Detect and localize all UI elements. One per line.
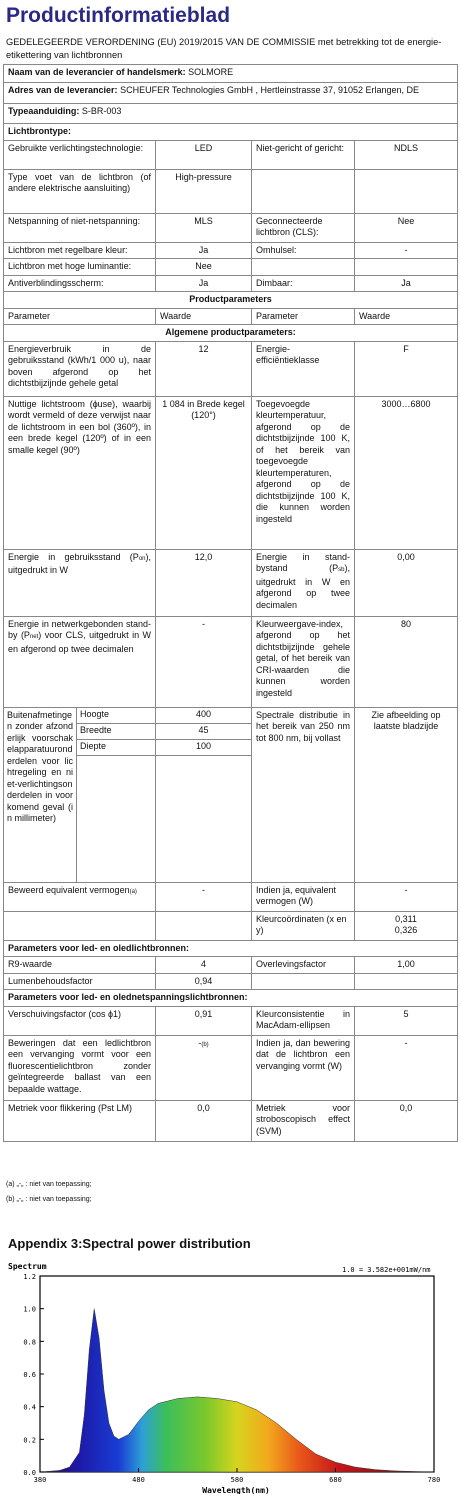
dimensions-cell: [4, 707, 156, 882]
lamp-param-label: Niet-gericht of gericht:: [252, 140, 355, 169]
chromaticity-label: Kleurcoördinaten (x en y): [252, 911, 355, 940]
flicker-value: 0,0: [156, 1100, 252, 1141]
dimension-value: 100: [156, 740, 251, 756]
param-row-energy: [4, 341, 458, 396]
equivalent-power-value: -: [156, 882, 252, 911]
general-params-heading-row: [4, 325, 458, 342]
stroboscopic-value: 0,0: [355, 1100, 458, 1141]
power-on-label: [4, 549, 156, 616]
regulation-text: GEDELEGEERDE VERORDENING (EU) 2019/2015 VAN DE COMMISSIE met betrekking tot de energie-etikettering van lichtbronnen: [6, 37, 442, 60]
x-tick-label: 780: [427, 1476, 441, 1484]
scale-annotation: 1.0 = 3.582e+001mW/nm: [342, 1266, 431, 1274]
lamp-param-value: High-pressure: [156, 169, 252, 213]
lamp-param-value: LED: [156, 140, 252, 169]
cri-value: 80: [355, 616, 458, 707]
supplier-address-label: Adres van de leverancier:: [8, 85, 118, 95]
lamp-type-row: [4, 259, 458, 276]
column-header-value: Waarde: [156, 308, 252, 325]
chromaticity-x: 0,311: [395, 913, 417, 924]
y-tick-label: 1.2: [23, 1273, 36, 1281]
dimension-name: Diepte: [77, 740, 155, 756]
lamp-param-value: Nee: [156, 259, 252, 276]
displacement-value: 0,91: [156, 1006, 252, 1035]
footnote-text: „-„ : niet van toepassing;: [16, 1196, 92, 1203]
y-tick-label: 1.0: [23, 1305, 36, 1314]
appendix-title: Appendix 3:Spectral power distribution: [8, 1236, 251, 1251]
type-row: [4, 104, 458, 124]
lumen-maintenance-value: 0,94: [156, 973, 252, 990]
column-header-parameter: Parameter: [4, 308, 156, 325]
lamp-param-value: [355, 259, 458, 276]
param-row-r9: [4, 957, 458, 974]
spectral-value: Zie afbeelding op laatste bladzijde: [355, 707, 458, 882]
lamp-param-value: Ja: [156, 275, 252, 292]
replacement-yes-value: -: [355, 1035, 458, 1100]
lamp-param-label: Gebruikte verlichtingstechnologie:: [4, 140, 156, 169]
colour-consistency-value: 5: [355, 1006, 458, 1035]
type-label: Typeaanduiding:: [8, 106, 80, 116]
lamp-type-row: [4, 275, 458, 292]
footnote-mark: (b): [6, 1196, 15, 1203]
survival-label: Overlevingsfactor: [252, 957, 355, 974]
product-params-heading: Productparameters: [4, 292, 458, 309]
x-tick-label: 580: [230, 1476, 244, 1484]
standby-label: [252, 549, 355, 616]
lamp-param-value: Ja: [156, 242, 252, 259]
replacement-yes-label: Indien ja, dan bewering dat de lichtbron een vervanging vormt (W): [252, 1035, 355, 1100]
param-row-equivalent-power: [4, 882, 458, 911]
type-value: S-BR-003: [81, 106, 122, 116]
lamp-param-label: Antiverblindingsscherm:: [4, 275, 156, 292]
param-row-chromaticity: [4, 911, 458, 940]
lamp-type-heading-row: [4, 124, 458, 141]
mains-params-heading: Parameters voor led- en olednetspanningslichtbronnen:: [4, 990, 458, 1007]
flux-label: Nuttige lichtstroom (ɸuse), waarbij wordt vermeld of deze verwijst naar de lichtstroom in een bol (360º), in een brede kegel (120º) of in een smalle kegel (90º): [4, 396, 156, 549]
lamp-param-value: Nee: [355, 213, 458, 242]
y-tick-label: 0.8: [23, 1338, 36, 1347]
lamp-param-label: Netspanning of niet-netspanning:: [4, 213, 156, 242]
r9-label: R9-waarde: [4, 957, 156, 974]
y-tick-label: 0.2: [23, 1436, 36, 1445]
param-row-lumen: [4, 973, 458, 990]
footnote-a: [6, 1181, 92, 1188]
product-table: [3, 64, 458, 1142]
param-row-flicker: [4, 1100, 458, 1141]
equivalent-power-label: [4, 882, 156, 911]
power-on-label-text: Energie in gebruiksstand (P: [8, 551, 139, 562]
page-title: Productinformatieblad: [6, 4, 231, 27]
footnote-marker-b: (b): [201, 1041, 209, 1048]
lamp-param-value: [355, 169, 458, 213]
network-standby-value: -: [156, 616, 252, 707]
lamp-param-value: Ja: [355, 275, 458, 292]
lamp-param-value: MLS: [156, 213, 252, 242]
survival-value: 1,00: [355, 957, 458, 974]
empty-cell: [252, 973, 355, 990]
energy-class-label: Energie-efficiëntieklasse: [252, 341, 355, 396]
lamp-param-label: Lichtbron met hoge luminantie:: [4, 259, 156, 276]
dimension-values-cell: [156, 707, 252, 882]
supplier-name-value: SOLMORE: [188, 67, 234, 77]
y-axis-label: Spectrum: [8, 1262, 47, 1271]
supplier-address-row: [4, 83, 458, 104]
lamp-type-row: [4, 242, 458, 259]
colour-consistency-label: Kleurconsistentie in MacAdam-ellipsen: [252, 1006, 355, 1035]
empty-cell: [4, 911, 156, 940]
x-tick-label: 680: [329, 1476, 342, 1484]
energy-use-value: 12: [156, 341, 252, 396]
dimension-name: Hoogte: [77, 708, 155, 724]
supplier-name-row: [4, 65, 458, 83]
product-params-heading-row: [4, 292, 458, 309]
y-tick-label: 0.0: [23, 1469, 36, 1477]
lamp-param-label: [252, 259, 355, 276]
mains-params-heading-row: [4, 990, 458, 1007]
param-row-power: [4, 549, 458, 616]
footnote-b: [6, 1196, 92, 1203]
standby-value: 0,00: [355, 549, 458, 616]
column-header-value: Waarde: [355, 308, 458, 325]
dimensions-label: Buitenafmetingen zonder afzonderlijk voorschakelapparatuuronderdelen voor lichtregeling en niet-verlichtingsonderdelen in voorkomend geval (in millimeter): [7, 709, 73, 823]
chromaticity-value: [355, 911, 458, 940]
equivalent-power-label-text: Beweerd equivalent vermogen: [8, 884, 130, 895]
lamp-param-label: Type voet van de lichtbron (of andere elektrische aansluiting): [4, 169, 156, 213]
param-row-dimensions: [4, 707, 458, 882]
lamp-param-label: Lichtbron met regelbare kleur:: [4, 242, 156, 259]
x-axis-label: Wavelength(nm): [202, 1486, 270, 1494]
empty-cell: [355, 973, 458, 990]
cct-label: Toegevoegde kleurtemperatuur, afgerond op de dichtstbijzijnde 100 K, of het bereik van toegevoegde kleurtemperaturen, afgerond op de dichtstbijzijnde 100 K, die kunnen worden ingesteld: [252, 396, 355, 549]
displacement-label: Verschuivingsfactor (cos ɸ1): [4, 1006, 156, 1035]
network-standby-label-text: ) voor CLS, uitgedrukt in W en afgerond op twee decimalen: [8, 630, 151, 654]
power-on-subscript: on: [138, 555, 146, 562]
equivalent-watt-value: -: [355, 882, 458, 911]
network-standby-subscript: net: [29, 634, 39, 640]
dimension-value: 400: [156, 708, 251, 724]
x-tick-label: 380: [33, 1476, 47, 1484]
cri-label: Kleurweergave-index, afgerond op het dichtstbijzijnde gehele getal, of het bereik van CRI-waarden die kunnen worden ingesteld: [252, 616, 355, 707]
dimension-value: 45: [156, 724, 251, 740]
footnote-mark: (a): [6, 1181, 15, 1188]
lumen-maintenance-label: Lumenbehoudsfactor: [4, 973, 156, 990]
spectrum-chart: [6, 1260, 456, 1494]
y-tick-label: 0.4: [23, 1403, 36, 1412]
replacement-claim-value: [156, 1035, 252, 1100]
footnote-text: „-„ : niet van toepassing;: [16, 1181, 92, 1188]
spectrum-curve: [40, 1309, 434, 1472]
y-tick-label: 0.6: [23, 1371, 36, 1379]
lamp-param-label: [252, 169, 355, 213]
param-row-displacement: [4, 1006, 458, 1035]
energy-class-value: F: [355, 341, 458, 396]
lamp-type-row: [4, 169, 458, 213]
lamp-type-row: [4, 140, 458, 169]
column-header-row: [4, 308, 458, 325]
r9-value: 4: [156, 957, 252, 974]
standby-subscript: sb: [338, 567, 345, 573]
param-row-replacement-claim: [4, 1035, 458, 1100]
x-tick-label: 480: [132, 1476, 145, 1484]
standby-label-text: ), uitgedrukt in W en afgerond op twee decimalen: [256, 563, 350, 610]
lamp-param-label: Geconnecteerde lichtbron (CLS):: [252, 213, 355, 242]
led-params-heading: Parameters voor led- en oledlichtbronnen:: [4, 940, 458, 957]
lamp-param-label: Omhulsel:: [252, 242, 355, 259]
lamp-param-value: -: [355, 242, 458, 259]
general-params-heading: Algemene productparameters:: [4, 325, 458, 342]
replacement-claim-label: Beweringen dat een ledlichtbron een vervanging vormt voor een fluorescentielichtbron zonder geïntegreerde ballast van een bepaalde wattage.: [4, 1035, 156, 1100]
param-row-flux: [4, 396, 458, 549]
network-standby-label-text: Energie in netwerkgebonden stand-by (P: [8, 618, 151, 640]
stroboscopic-label: Metriek voor stroboscopisch effect (SVM): [252, 1100, 355, 1141]
replacement-claim-text: -: [198, 1037, 202, 1048]
lamp-type-heading: Lichtbrontype:: [8, 126, 71, 136]
lamp-param-label: Dimbaar:: [252, 275, 355, 292]
power-on-label-text: ), uitgedrukt in W: [8, 551, 151, 575]
supplier-address-value: SCHEUFER Technologies GmbH , Hertleinstrasse 37, 91052 Erlangen, DE: [120, 85, 420, 95]
power-on-value: 12,0: [156, 549, 252, 616]
standby-label-text: Energie in stand-bystand (P: [256, 551, 350, 573]
led-params-heading-row: [4, 940, 458, 957]
dimension-name-list: [76, 708, 155, 882]
dimension-name: Breedte: [77, 724, 155, 740]
flux-value: 1 084 in Brede kegel (120°): [156, 396, 252, 549]
column-header-parameter: Parameter: [252, 308, 355, 325]
equivalent-watt-label: Indien ja, equivalent vermogen (W): [252, 882, 355, 911]
empty-cell: [156, 911, 252, 940]
energy-use-label: Energieverbruik in de gebruiksstand (kWh/1 000 u), naar boven afgerond op het dichtstbijzijnde gehele getal: [4, 341, 156, 396]
supplier-name-label: Naam van de leverancier of handelsmerk:: [8, 67, 186, 77]
param-row-network-standby: [4, 616, 458, 707]
chromaticity-y: 0,326: [394, 925, 418, 935]
lamp-type-row: [4, 213, 458, 242]
footnote-marker-a: (a): [129, 888, 137, 895]
network-standby-label: [4, 616, 156, 707]
lamp-param-value: NDLS: [355, 140, 458, 169]
flicker-label: Metriek voor flikkering (Pst LM): [4, 1100, 156, 1141]
cct-value: 3000…6800: [355, 396, 458, 549]
spectral-label: Spectrale distributie in het bereik van 250 nm tot 800 nm, bij vollast: [252, 707, 355, 882]
